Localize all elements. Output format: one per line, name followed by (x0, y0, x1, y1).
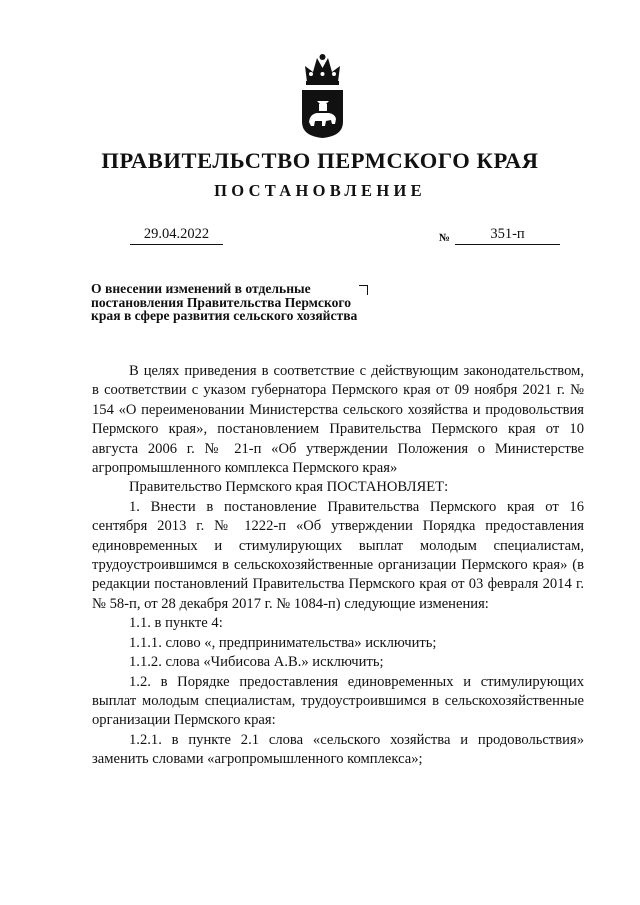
document-number: 351-п (455, 226, 560, 245)
document-body (92, 362, 584, 770)
document-date: 29.04.2022 (130, 226, 223, 245)
item-1-1-2: 1.1.2. слова «Чибисова А.В.» исключить; (129, 654, 384, 671)
document-subject: О внесении изменений в отдельные постановления Правительства Пермского края в сфере развития сельского хозяйства (91, 281, 358, 324)
subject-corner-mark (359, 285, 368, 295)
document-type: ПОСТАНОВЛЕНИЕ (214, 181, 426, 200)
item-1-2-1: 1.2.1. в пункте 2.1 слова «сельского хозяйства и продовольствия» заменить словами «агропромышленного комплекса»; (92, 731, 584, 768)
item-1-2: 1.2. в Порядке предоставления единовременных и стимулирующих выплат молодым специалистам, трудоустроившимся в сельскохозяйственные организации Пермского края: (92, 673, 584, 729)
number-label: № (439, 232, 451, 244)
item-1: 1. Внести в постановление Правительства Пермского края от 16 сентября 2013 г. № 1222-п «Об утверждении Порядка предоставления единовременных и стимулирующих выплат молодым специалистам, трудоустроившимся в сельскохозяйственные организации Пермского края» (в редакции постановлений Правительства Пермского края от 03 февраля 2014 г. № 58-п, от 28 декабря 2017 г. № 1084-п) следующие изменения: (92, 498, 584, 612)
coat-of-arms-icon (295, 52, 350, 140)
preamble-paragraph: В целях приведения в соответствие с действующим законодательством, в соответствии с указом губернатора Пермского края от 09 ноября 2021 г. № 154 «О переименовании Министерства сельского хозяйства и продовольствия Пермского края», постановлением Правительства Пермского края от 10 августа 2006 г. № 21-п «Об утверждении Положения о Министерстве агропромышленного комплекса Пермского края» (92, 363, 584, 477)
government-title: ПРАВИТЕЛЬСТВО ПЕРМСКОГО КРАЯ (101, 148, 539, 173)
item-1-1: 1.1. в пункте 4: (129, 615, 223, 632)
resolves-paragraph: Правительство Пермского края ПОСТАНОВЛЯЕТ: (129, 479, 449, 496)
item-1-1-1: 1.1.1. слово «, предпринимательства» исключить; (129, 634, 437, 651)
